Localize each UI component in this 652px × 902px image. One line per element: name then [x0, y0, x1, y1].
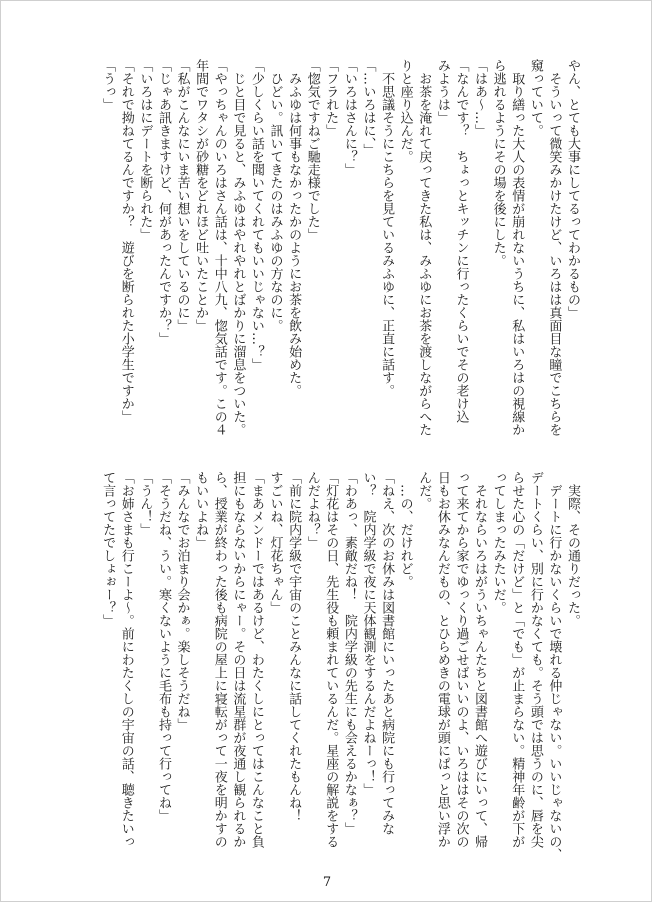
text-line: 「わあっ、素敵だね！ 院内学級の先生にも会えるかなぁ？」 [341, 471, 357, 835]
text-line: 窺っていて。 [527, 59, 543, 137]
text-line: すごいね、灯花ちゃん」 [267, 471, 283, 614]
text-line: 「惚気ですねご馳走様でした」 [304, 59, 320, 241]
text-line: 年間でワタシが砂糖をどれほど吐いたことか」 [193, 59, 209, 332]
text-line: 「まあメンドーではあるけど、わたくしにとってはこんなこと負 [248, 471, 264, 848]
text-line: みようは」 [434, 59, 450, 124]
text-line: もいいよね」 [193, 471, 209, 549]
text-line: デートくらい、別に行かなくても。そう頭では思うのに、唇を尖 [527, 471, 543, 848]
lower-text-block [98, 471, 581, 866]
text-line: みふゆは何事もなかったかのようにお茶を飲み始めた。 [286, 59, 302, 397]
text-line: ひどい。訊いてきたのはみふゆの方なのに。 [267, 59, 283, 332]
text-line: 「少しくらい話を聞いてくれてもいいじゃない…？」 [248, 59, 264, 371]
text-line: 不思議そうにこちらを見ているみふゆに、正直に話す。 [379, 59, 395, 397]
text-line: 「お姉さまも行こーよ〜。前にわたくしの宇宙の話、聴きたいっ [118, 471, 134, 848]
text-line: デートに行かないくらいで壊れる仲じゃない。いいじゃないの、 [546, 471, 562, 861]
text-line: 「うん！」 [137, 471, 153, 536]
text-line: やん、とても大事にしてるってわかるもの」 [565, 59, 580, 319]
text-line: 「…いろはに、」 [360, 59, 376, 157]
text-line: 「はあ〜…」 [472, 59, 488, 137]
text-line: 「そうだね、うい。寒くないように毛布も持って行ってね」 [155, 471, 171, 822]
text-line: 取り繕った大人の表情が崩れないうちに、私はいろはの視線か [509, 59, 525, 436]
text-line: 「なんです？ ちょっとキッチンに行ったくらいでその老け込 [453, 59, 469, 423]
text-line: って来てから家でゆっくり過ごせばいいのよ、いろははその次の [453, 471, 469, 848]
text-line: ら、授業が終わった後も病院の屋上に寝転がって一夜を明かすの [211, 471, 227, 848]
text-line: んだよね？」 [304, 471, 320, 549]
text-line: それならいろはがういちゃんたちと図書館へ遊びにいって、帰 [472, 471, 488, 848]
text-line: 「それで拗ねてるんですか？ 遊びを断られた小学生ですか」 [118, 59, 134, 423]
text-line: 「私がこんなにいま苦い想いをしているのに」 [174, 59, 190, 332]
text-line: い？ 院内学級で夜に天体観測をするんだよねーっ！」 [360, 471, 376, 796]
text-line: ってしまったみたいだ。 [490, 471, 506, 614]
text-line: 「いろはにデートを断られた」 [137, 59, 153, 241]
text-line: 「フラれた」 [323, 59, 339, 137]
text-line: 「灯花はその日、先生役も頼まれているんだ。星座の解説をする [323, 471, 339, 848]
page-number: 7 [322, 875, 332, 890]
text-line: そういって微笑みかけたけど、いろはは真面目な瞳でこちらを [546, 59, 562, 436]
text-line: 日もお休みなんだもの、とひらめきの電球が頭にぱっと思い浮か [434, 471, 450, 848]
text-line: 「うっ」 [100, 59, 116, 111]
text-line: 実際、その通りだった。 [565, 471, 580, 627]
text-line: りと座り込んだ。 [397, 59, 413, 163]
text-line: んだ。 [416, 471, 432, 510]
text-line: 「じゃあ訊きますけど、何があったんですか？」 [155, 59, 171, 345]
text-line: 「いろはさんに？」 [341, 59, 357, 176]
text-line: 「前に院内学級で宇宙のことみんなに話してくれたもんね！ [286, 471, 302, 822]
text-line: じと目で見ると、みふゆはやれやれとばかりに溜息をついた。 [230, 59, 246, 436]
text-line: 担にもならないからにゃー。その日は流星群が夜通し観られるか [230, 471, 246, 848]
text-line: 「やっちゃんのいろはさん話は、十中八九、惚気話です。この４ [211, 59, 227, 436]
text-line: ら逃れるようにその場を後にした。 [490, 59, 506, 267]
text-line: 「ねえ、次のお休みは図書館にいったあと病院にも行ってみな [379, 471, 395, 835]
text-line: らせた心の「だけど」と「でも」が止まらない。精神年齢が下が [509, 471, 525, 848]
text-line: 「みんなでお泊まり会かぁ。楽しそうだね」 [174, 471, 190, 731]
upper-text-block [98, 59, 581, 454]
text-line: …の、だけれど。 [397, 471, 413, 588]
text-line: お茶を淹れて戻ってきた私は、みふゆにお茶を渡しながらへた [416, 59, 432, 436]
text-line: て言ってたでしょぉー？」 [100, 471, 116, 627]
